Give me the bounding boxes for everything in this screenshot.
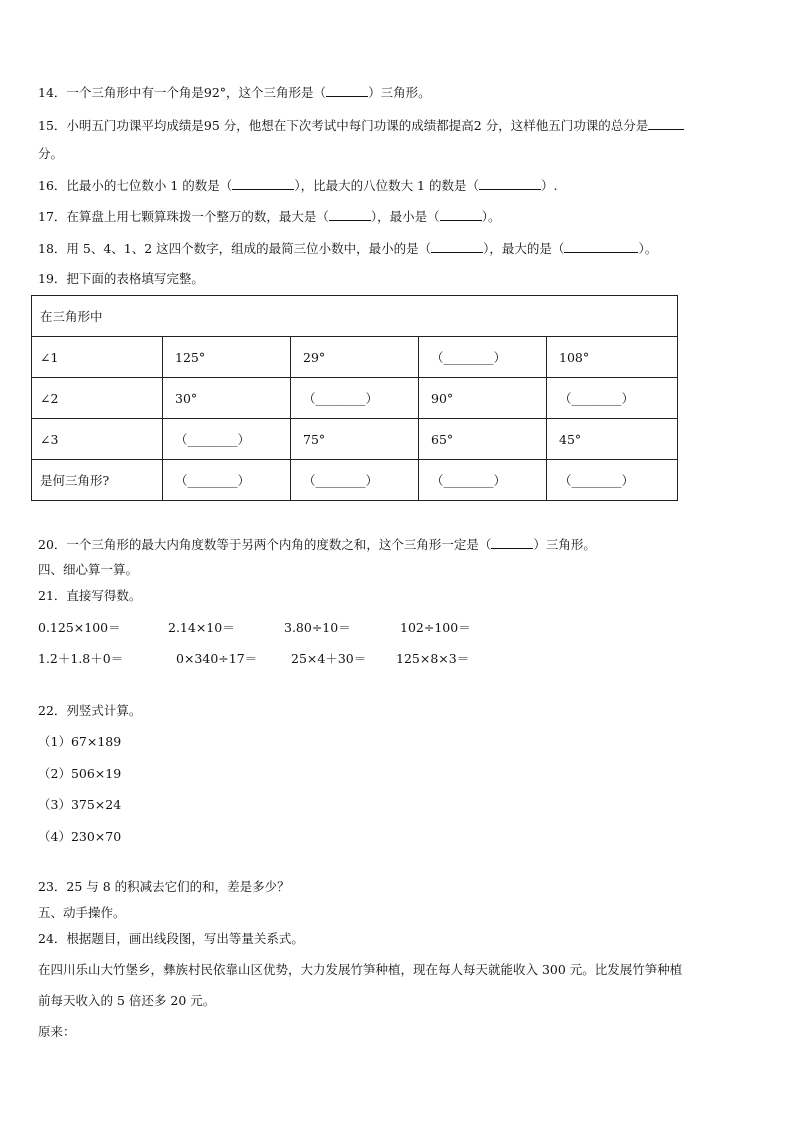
row-label: ∠1 bbox=[32, 337, 163, 378]
answer-blank[interactable] bbox=[232, 177, 294, 190]
answer-blank[interactable] bbox=[431, 240, 483, 253]
section-heading-5: 五、动手操作。 bbox=[38, 905, 126, 920]
table-row bbox=[32, 460, 678, 501]
row-label: ∠2 bbox=[32, 378, 163, 419]
answer-blank[interactable] bbox=[648, 117, 684, 130]
question-19: 19．把下面的表格填写完整。 bbox=[38, 271, 204, 286]
table-cell-blank[interactable]: （________） bbox=[163, 460, 291, 501]
table-cell: 30° bbox=[163, 378, 291, 419]
table-cell-blank[interactable]: （________） bbox=[547, 460, 678, 501]
answer-blank[interactable] bbox=[329, 208, 371, 221]
calc-item: 25×4＋30＝ bbox=[291, 651, 367, 666]
calc-item: 0.125×100＝ bbox=[38, 620, 121, 635]
answer-blank[interactable] bbox=[479, 177, 541, 190]
calc-item: 3.80÷10＝ bbox=[284, 620, 351, 635]
question-24-text: 在四川乐山大竹堡乡，彝族村民依靠山区优势，大力发展竹笋种植，现在每人每天就能收入 300 元。比发展竹笋种植 bbox=[38, 962, 683, 977]
question-15-cont: 分。 bbox=[38, 146, 64, 161]
table-cell: 108° bbox=[547, 337, 678, 378]
answer-blank[interactable] bbox=[564, 240, 638, 253]
table-cell-blank[interactable]: （________） bbox=[419, 460, 547, 501]
calc-item: 125×8×3＝ bbox=[396, 651, 470, 666]
table-cell-blank[interactable]: （________） bbox=[547, 378, 678, 419]
calc-item: 2.14×10＝ bbox=[168, 620, 235, 635]
table-row bbox=[32, 337, 678, 378]
question-15: 15．小明五门功课平均成绩是95 分，他想在下次考试中每门功课的成绩都提高2 分，这样他五门功课的总分是 bbox=[38, 117, 684, 134]
table-cell: 90° bbox=[419, 378, 547, 419]
answer-blank[interactable] bbox=[440, 208, 482, 221]
table-header: 在三角形中 bbox=[32, 296, 678, 337]
question-23: 23．25 与 8 的积减去它们的和，差是多少？ bbox=[38, 879, 290, 894]
calc-item: 102÷100＝ bbox=[400, 620, 471, 635]
question-24-title: 24．根据题目，画出线段图，写出等量关系式。 bbox=[38, 931, 304, 946]
question-24-text: 前每天收入的 5 倍还多 20 元。 bbox=[38, 993, 216, 1008]
question-21-title: 21．直接写得数。 bbox=[38, 588, 142, 603]
question-17: 17．在算盘上用七颗算珠拨一个整万的数，最大是（ ），最小是（ ）。 bbox=[38, 209, 501, 224]
table-cell-blank[interactable]: （________） bbox=[291, 378, 419, 419]
question-16: 16．比最小的七位数小 1 的数是（ ），比最大的八位数大 1 的数是（ ）. bbox=[38, 178, 558, 193]
vertical-calc-item: （4）230×70 bbox=[38, 829, 122, 844]
calc-item: 0×340÷17＝ bbox=[176, 651, 258, 666]
question-24-answer-label: 原来： bbox=[38, 1024, 76, 1039]
section-heading-4: 四、细心算一算。 bbox=[38, 562, 139, 577]
vertical-calc-item: （2）506×19 bbox=[38, 766, 122, 781]
question-18: 18．用 5、4、1、2 这四个数字，组成的最简三位小数中，最小的是（ ），最大的是（ ）。 bbox=[38, 241, 658, 256]
answer-blank[interactable] bbox=[491, 536, 533, 549]
table-cell: 45° bbox=[547, 419, 678, 460]
table-cell: 125° bbox=[163, 337, 291, 378]
table-cell-blank[interactable]: （________） bbox=[163, 419, 291, 460]
row-label: 是何三角形? bbox=[32, 460, 163, 501]
table-row bbox=[32, 378, 678, 419]
table-row bbox=[32, 419, 678, 460]
table-cell: 75° bbox=[291, 419, 419, 460]
calc-item: 1.2＋1.8＋0＝ bbox=[38, 651, 124, 666]
table-cell: 29° bbox=[291, 337, 419, 378]
vertical-calc-item: （3）375×24 bbox=[38, 797, 122, 812]
vertical-calc-item: （1）67×189 bbox=[38, 734, 122, 749]
question-22-title: 22．列竖式计算。 bbox=[38, 703, 142, 718]
question-20: 20．一个三角形的最大内角度数等于另两个内角的度数之和，这个三角形一定是（ ）三角形。 bbox=[38, 537, 596, 552]
table-header-row bbox=[32, 296, 678, 337]
table-cell-blank[interactable]: （________） bbox=[291, 460, 419, 501]
row-label: ∠3 bbox=[32, 419, 163, 460]
table-cell-blank[interactable]: （________） bbox=[419, 337, 547, 378]
table-cell: 65° bbox=[419, 419, 547, 460]
triangle-table bbox=[31, 295, 678, 501]
answer-blank[interactable] bbox=[326, 84, 368, 97]
question-14: 14．一个三角形中有一个角是92°，这个三角形是（ ）三角形。 bbox=[38, 85, 431, 100]
